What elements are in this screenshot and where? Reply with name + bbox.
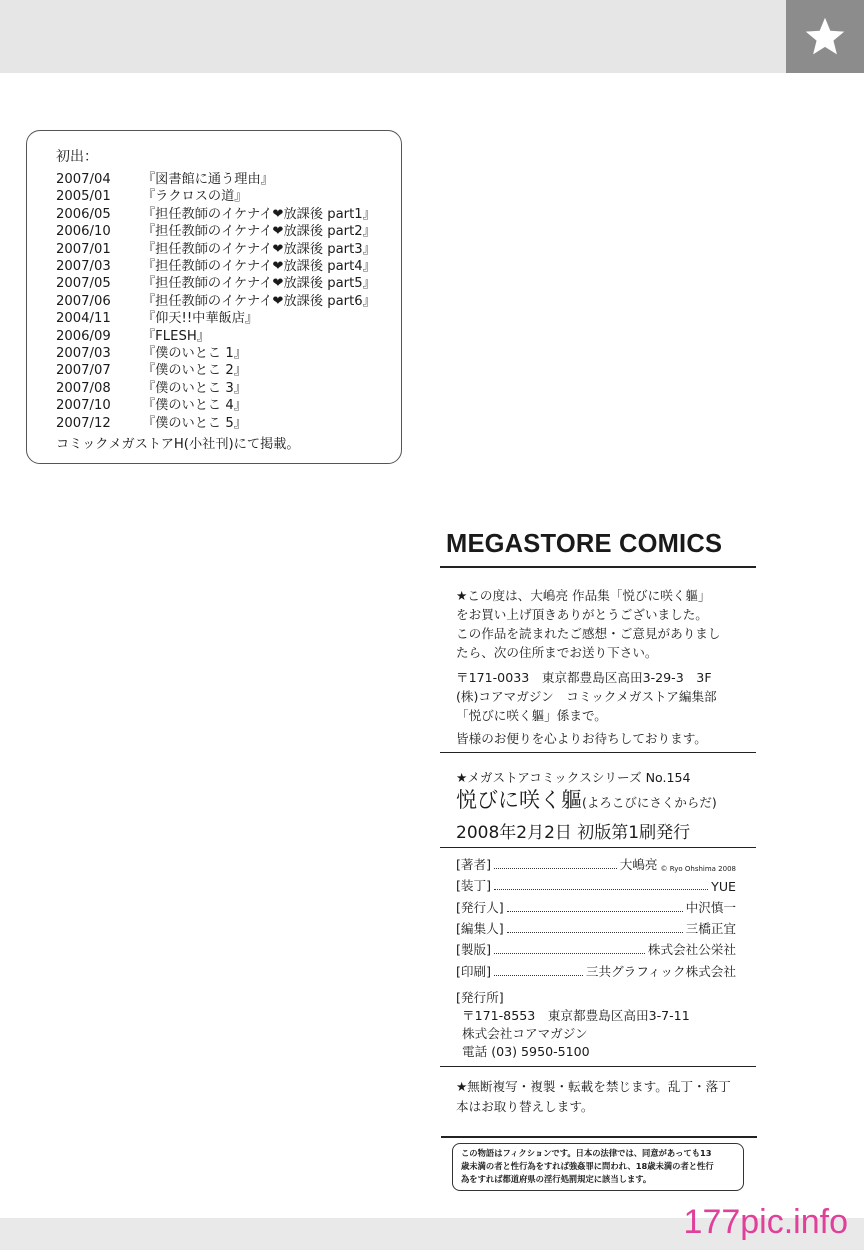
credit-printing	[456, 962, 736, 980]
credit-author	[456, 855, 736, 873]
list-item	[56, 171, 376, 188]
publication-date: 2007/12	[56, 415, 111, 431]
list-item	[56, 223, 376, 240]
credit-role: [編集人]	[456, 921, 504, 936]
publication-date: 2007/08	[56, 380, 111, 396]
divider	[440, 847, 756, 848]
publication-title: 『担任教師のイケナイ❤放課後 part1』	[142, 206, 376, 222]
copyright-line-1: ★無断複写・複製・転載を禁じます。乱丁・落丁	[456, 1079, 731, 1094]
list-item	[56, 362, 376, 379]
list-item	[56, 275, 376, 292]
book-title	[456, 784, 717, 814]
publication-title: 『担任教師のイケナイ❤放課後 part3』	[142, 241, 376, 257]
publication-title: 『僕のいとこ 1』	[142, 346, 247, 362]
first-appearance-heading: 初出：	[56, 149, 98, 165]
publication-title: 『僕のいとこ 3』	[142, 380, 247, 396]
credit-name: 三橋正宜	[685, 921, 736, 936]
publication-title: 『僕のいとこ 5』	[142, 415, 247, 431]
address-line-1: 〒171-0033 東京都豊島区高田3-29-3 3F	[456, 670, 712, 685]
fiction-notice-box	[452, 1143, 744, 1191]
credit-name: 三共グラフィック株式会社	[585, 964, 736, 979]
credit-role: [著者]	[456, 857, 492, 872]
credit-name: 大嶋亮	[619, 857, 658, 872]
list-item	[56, 328, 376, 345]
credit-name: 株式会社公栄社	[647, 942, 736, 957]
publication-date: 2007/03	[56, 259, 111, 275]
copyright-line-2: 本はお取り替えします。	[456, 1099, 594, 1114]
megastore-comics-logo: MEGASTORE COMICS	[446, 530, 723, 558]
publication-date: 2007/05	[56, 276, 111, 292]
list-item	[56, 397, 376, 414]
top-band	[0, 0, 786, 73]
leader-dots	[494, 953, 645, 954]
thanks-line-2: をお買い上げ頂きありがとうございました。	[456, 607, 708, 622]
series-line: ★メガストアコミックスシリーズ No.154	[456, 770, 691, 785]
publisher-phone: 電話 (03) 5950-5100	[462, 1044, 590, 1059]
list-item	[56, 293, 376, 310]
credit-role: [印刷]	[456, 964, 492, 979]
credit-role: [装丁]	[456, 878, 492, 893]
thanks-line-4: たら、次の住所までお送り下さい。	[456, 645, 658, 660]
credit-name: 中沢慎一	[685, 900, 736, 915]
address-line-3: 「悦びに咲く軀」係まで。	[456, 708, 607, 723]
address-line-2: (株)コアマガジン コミックメガストア編集部	[456, 689, 717, 704]
divider	[440, 1066, 756, 1067]
publication-date: 2007/01	[56, 241, 111, 257]
site-watermark: 177pic.info	[683, 1203, 848, 1241]
leader-dots	[507, 911, 683, 912]
credit-role: [製版]	[456, 942, 492, 957]
divider	[440, 566, 756, 568]
list-item	[56, 188, 376, 205]
publication-date: 2006/05	[56, 206, 111, 222]
star-icon	[803, 15, 847, 59]
publication-date: 2007/03	[56, 346, 111, 362]
first-appearance-footer: コミックメガストアH(小社刊)にて掲載。	[56, 437, 300, 452]
divider	[441, 1136, 757, 1138]
copyright-note: © Ryo Ohshima 2008	[660, 865, 736, 873]
publication-title: 『僕のいとこ 2』	[142, 363, 247, 379]
publication-title: 『図書館に通う理由』	[142, 172, 274, 187]
list-item	[56, 415, 376, 432]
notice-line: 為をすれば都道府県の淫行処罰規定に該当します。	[461, 1174, 652, 1184]
leader-dots	[494, 975, 583, 976]
publication-title: 『ラクロスの道』	[142, 189, 248, 205]
list-item	[56, 258, 376, 275]
publication-title: 『担任教師のイケナイ❤放課後 part2』	[142, 224, 376, 240]
publication-date: 2007/07	[56, 363, 111, 379]
credit-plate	[456, 940, 736, 958]
star-tab	[786, 0, 864, 73]
issue-date: 2008年2月2日 初版第1刷発行	[456, 823, 691, 843]
publisher-name: 株式会社コアマガジン	[462, 1026, 588, 1041]
publication-title: 『担任教師のイケナイ❤放課後 part6』	[142, 293, 376, 309]
thanks-line-3: この作品を読まれたご感想・ご意見がありまし	[456, 626, 721, 641]
publication-date: 2007/10	[56, 398, 111, 414]
publication-date: 2005/01	[56, 189, 111, 205]
credit-design	[456, 876, 736, 894]
list-item	[56, 380, 376, 397]
credit-publisher-person	[456, 898, 736, 916]
title-main: 悦びに咲く軀	[456, 788, 582, 812]
list-item	[56, 345, 376, 362]
list-item	[56, 206, 376, 223]
list-item	[56, 241, 376, 258]
publication-title: 『担任教師のイケナイ❤放課後 part4』	[142, 259, 376, 275]
publication-date: 2004/11	[56, 311, 111, 327]
publication-date: 2006/10	[56, 224, 111, 240]
leader-dots	[494, 889, 708, 890]
publication-title: 『FLESH』	[142, 328, 210, 344]
credit-editor	[456, 919, 736, 937]
publication-title: 『仰天!!中華飯店』	[142, 311, 259, 327]
credit-role: [発行人]	[456, 900, 504, 915]
thanks-line-1: ★この度は、大嶋亮 作品集「悦びに咲く軀」	[456, 588, 711, 603]
list-item	[56, 310, 376, 327]
publication-title: 『担任教師のイケナイ❤放課後 part5』	[142, 276, 376, 292]
waiting-line: 皆様のお便りを心よりお待ちしております。	[456, 731, 707, 746]
publication-list	[56, 171, 376, 432]
publication-title: 『僕のいとこ 4』	[142, 398, 247, 414]
credit-name: YUE	[711, 879, 736, 894]
publication-date: 2007/06	[56, 293, 111, 309]
publisher-address: 〒171-8553 東京都豊島区高田3-7-11	[462, 1008, 690, 1023]
leader-dots	[507, 932, 683, 933]
logo-area	[432, 530, 756, 559]
publisher-heading: [発行所]	[456, 990, 504, 1005]
leader-dots	[494, 868, 617, 869]
title-reading: (よろこびにさくからだ)	[582, 795, 717, 810]
publication-date: 2007/04	[56, 172, 111, 187]
publication-date: 2006/09	[56, 328, 111, 344]
notice-line: この物語はフィクションです。日本の法律では、同意があっても13	[461, 1148, 712, 1158]
divider	[440, 752, 756, 753]
notice-line: 歳未満の者と性行為をすれば強姦罪に問われ、18歳未満の者と性行	[461, 1161, 714, 1171]
